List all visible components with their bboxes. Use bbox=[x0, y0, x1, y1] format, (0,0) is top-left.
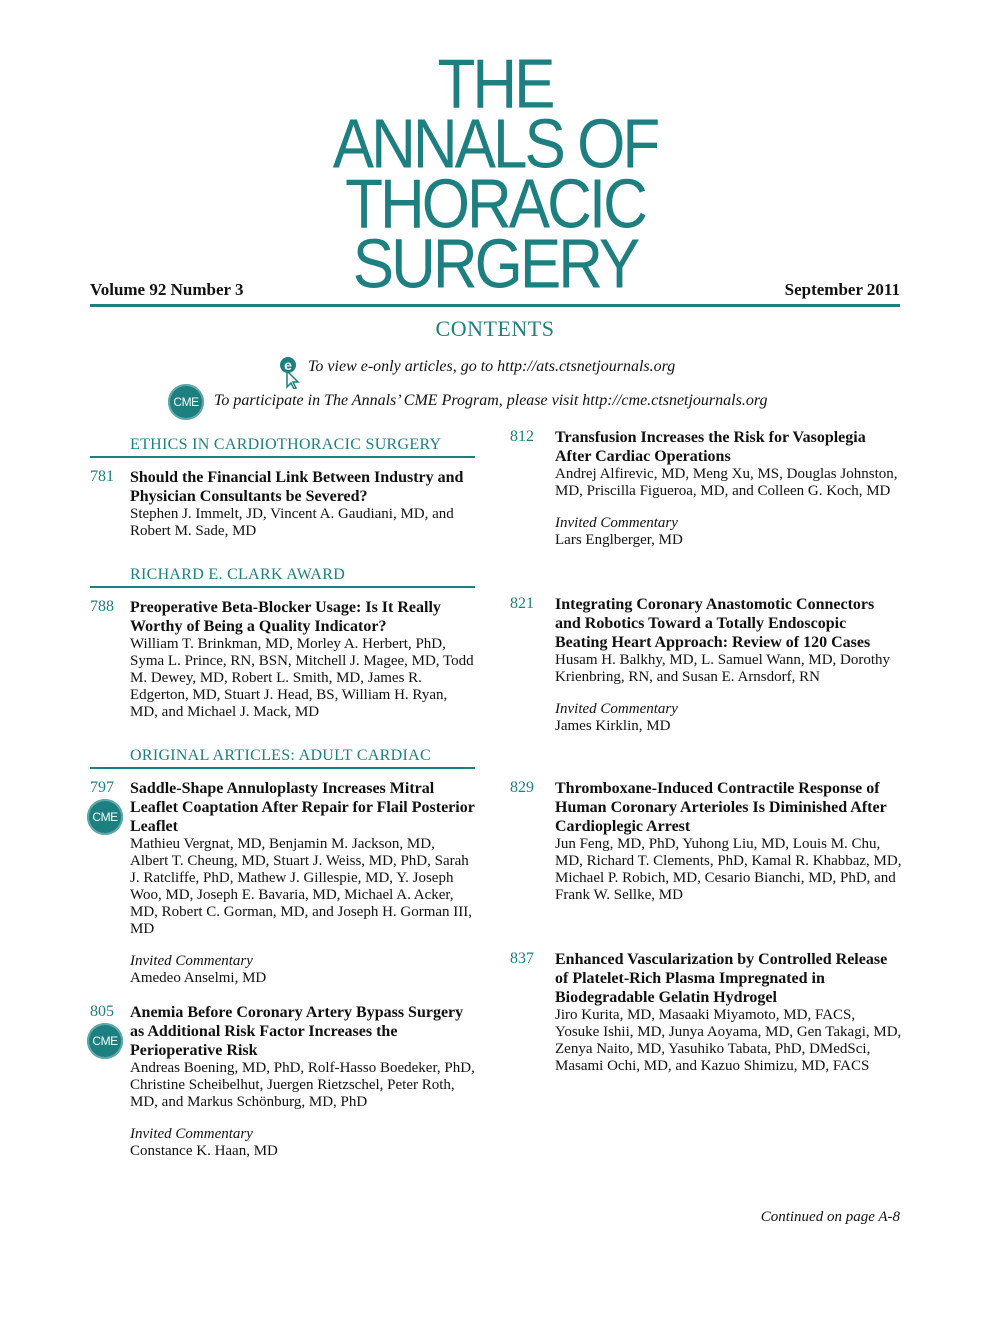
article-title[interactable]: Transfusion Increases the Risk for Vasoplegia After Cardiac Operations bbox=[555, 429, 866, 465]
article-authors: Mathieu Vergnat, MD, Benjamin M. Jackson, MD, Albert T. Cheung, MD, Stuart J. Weiss, MD, PhD, Sarah J. Ratcliffe, PhD, Mathew J. Gillespie, MD, Y. Joseph Woo, MD, Joseph E. Bavaria, MD, Michael A. Acker, MD, Robert C. Gorman, MD, and Joseph H. Gorman III, MD bbox=[130, 836, 473, 937]
contents-right-column bbox=[510, 428, 902, 1075]
issue-date: September 2011 bbox=[784, 280, 900, 299]
article-entry[interactable] bbox=[90, 468, 475, 540]
article-authors: Husam H. Balkhy, MD, L. Samuel Wann, MD, Dorothy Krienbring, RN, and Susan E. Arnsdorf, RN bbox=[555, 652, 891, 685]
invited-commentary-label: Invited Commentary bbox=[555, 515, 678, 531]
article-title[interactable]: Preoperative Beta-Blocker Usage: Is It Really Worthy of Being a Quality Indicator? bbox=[130, 599, 441, 635]
invited-commentary-author: Amedeo Anselmi, MD bbox=[130, 970, 267, 986]
page-number: 812 bbox=[510, 428, 534, 445]
page-number: 821 bbox=[510, 595, 534, 612]
cme-note[interactable]: To participate in The Annals’ CME Program, please visit http://cme.ctsnetjournals.org bbox=[214, 392, 768, 409]
article-title[interactable]: Saddle-Shape Annuloplasty Increases Mitral Leaflet Coaptation After Repair for Flail Posterior Leaflet bbox=[130, 780, 475, 835]
article-entry[interactable] bbox=[510, 950, 902, 1075]
section-heading: RICHARD E. CLARK AWARD bbox=[90, 566, 475, 588]
journal-masthead bbox=[300, 45, 690, 304]
page-number: 788 bbox=[90, 598, 114, 615]
continued-note: Continued on page A-8 bbox=[760, 1209, 900, 1225]
article-authors: Jun Feng, MD, PhD, Yuhong Liu, MD, Louis M. Chu, MD, Richard T. Clements, PhD, Kamal R. Khabbaz, MD, Michael P. Robich, MD, Cesario Bianchi, MD, PhD, and Frank W. Sellke, MD bbox=[555, 836, 902, 903]
contents-left-column bbox=[90, 436, 475, 1160]
article-authors: Stephen J. Immelt, JD, Vincent A. Gaudiani, MD, and Robert M. Sade, MD bbox=[130, 506, 454, 539]
invited-commentary-label: Invited Commentary bbox=[130, 1126, 253, 1142]
invited-commentary-label: Invited Commentary bbox=[555, 701, 678, 717]
page-number: 837 bbox=[510, 950, 534, 967]
contents-title: CONTENTS bbox=[435, 316, 555, 341]
page-number: 829 bbox=[510, 779, 534, 796]
article-entry[interactable] bbox=[90, 1003, 475, 1160]
article-entry[interactable] bbox=[510, 428, 902, 549]
article-title[interactable]: Anemia Before Coronary Artery Bypass Surgery as Additional Risk Factor Increases the Perioperative Risk bbox=[130, 1004, 464, 1059]
page-number: 797 bbox=[90, 779, 114, 796]
cme-icon: CME bbox=[168, 384, 204, 420]
article-title[interactable]: Enhanced Vascularization by Controlled Release of Platelet-Rich Plasma Impregnated in Biodegradable Gelatin Hydrogel bbox=[555, 951, 888, 1006]
article-title[interactable]: Integrating Coronary Anastomotic Connectors and Robotics Toward a Totally Endoscopic Beating Heart Approach: Review of 120 Cases bbox=[555, 596, 875, 651]
article-title[interactable]: Should the Financial Link Between Industry and Physician Consultants be Severed? bbox=[130, 469, 464, 505]
article-authors: Andreas Boening, MD, PhD, Rolf-Hasso Boedeker, PhD, Christine Scheibelhut, Juergen Rietzschel, Peter Roth, MD, and Markus Schönburg, MD, PhD bbox=[130, 1060, 475, 1110]
invited-commentary-author: Constance K. Haan, MD bbox=[130, 1143, 278, 1159]
page-number: 781 bbox=[90, 468, 114, 485]
masthead-line-4: SURGERY bbox=[352, 225, 638, 304]
cme-icon: CME bbox=[87, 1023, 123, 1059]
article-authors: Andrej Alfirevic, MD, Meng Xu, MS, Douglas Johnston, MD, Priscilla Figueroa, MD, and Colleen G. Koch, MD bbox=[555, 466, 898, 499]
svg-text:e: e bbox=[284, 357, 292, 373]
volume-number: Volume 92 Number 3 bbox=[90, 280, 244, 299]
article-entry[interactable] bbox=[90, 598, 475, 721]
invited-commentary-author: James Kirklin, MD bbox=[555, 718, 671, 734]
article-entry[interactable] bbox=[510, 595, 902, 735]
article-entry[interactable] bbox=[90, 779, 475, 987]
article-authors: William T. Brinkman, MD, Morley A. Herbert, PhD, Syma L. Prince, RN, BSN, Mitchell J. Magee, MD, Todd M. Dewey, MD, Robert L. Smith, MD, James R. Edgerton, MD, Stuart J. Head, BS, William H. Ryan, MD, and Michael J. Mack, MD bbox=[130, 636, 474, 720]
section-heading: ETHICS IN CARDIOTHORACIC SURGERY bbox=[90, 436, 475, 458]
e-only-note[interactable]: To view e-only articles, go to http://ats.ctsnetjournals.org bbox=[308, 358, 676, 375]
header-rule bbox=[90, 304, 900, 307]
page-number: 805 bbox=[90, 1003, 114, 1020]
cme-icon: CME bbox=[87, 799, 123, 835]
invited-commentary-author: Lars Englberger, MD bbox=[555, 532, 683, 548]
e-only-cursor-icon bbox=[278, 355, 300, 389]
invited-commentary-label: Invited Commentary bbox=[130, 953, 253, 969]
masthead-line-3: THORACIC bbox=[345, 165, 645, 244]
article-title[interactable]: Thromboxane-Induced Contractile Response of Human Coronary Arterioles Is Diminished After Cardioplegic Arrest bbox=[555, 780, 887, 835]
article-authors: Jiro Kurita, MD, Masaaki Miyamoto, MD, FACS, Yosuke Ishii, MD, Junya Aoyama, MD, Gen Takagi, MD, Zenya Naito, MD, Yasuhiko Tabata, PhD, DMedSci, Masami Ochi, MD, and Kazuo Shimizu, MD, FACS bbox=[555, 1007, 902, 1074]
article-entry[interactable] bbox=[510, 779, 902, 904]
masthead-line-2: ANNALS OF bbox=[332, 105, 658, 184]
masthead-line-1: THE bbox=[437, 45, 553, 124]
section-heading: ORIGINAL ARTICLES: ADULT CARDIAC bbox=[90, 747, 475, 769]
